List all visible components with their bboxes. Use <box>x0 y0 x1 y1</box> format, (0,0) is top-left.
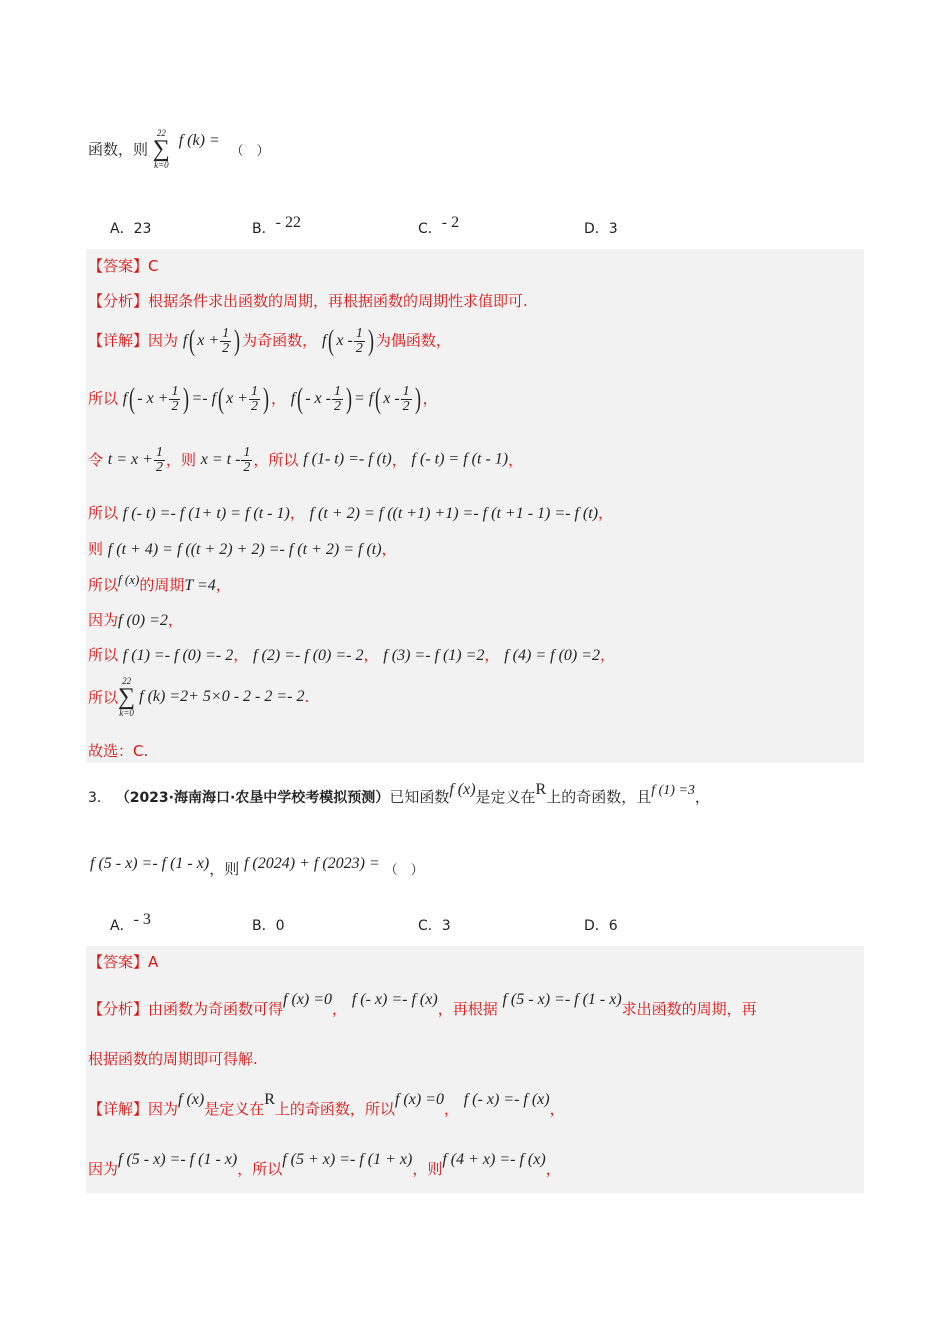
q2-stem-line <box>88 128 269 170</box>
q3-option-d[interactable]: D．6 <box>584 918 618 934</box>
q2-detail-line-7: 因为f (0) =2， <box>88 611 183 629</box>
q3-analysis-line-2: 根据函数的周期即可得解. <box>88 1050 258 1068</box>
q3-option-b[interactable]: B．0 <box>252 918 285 934</box>
q2-detail-line-2: 所以 f( - x + $\frac{1}{2}$ ) =- f( x + $\frac{1}{2}$ ) ， f( - x - $\frac{1}{2}$ ) = f( x - $\frac{1}{2}$ ) ， <box>88 382 438 415</box>
sum-symbol: 22 ∑ k=0 <box>152 128 170 170</box>
q2-detail-line-9: 所以 22 ∑ k=0 f (k) =2+ 5×0 - 2 - 2 =- 2. <box>88 676 310 718</box>
q2-detail-line-6: 所以f (x)的周期T =4， <box>88 572 231 594</box>
q2-sum-expr: f (k) = <box>178 132 220 149</box>
q2-option-c[interactable]: C．- 2 <box>418 214 460 237</box>
q2-blank: （ ） <box>230 143 270 159</box>
q3-blank: （ ） <box>384 863 424 878</box>
q2-option-b[interactable]: B．- 22 <box>252 214 301 237</box>
q3-option-c[interactable]: C．3 <box>418 918 451 934</box>
sum-symbol: 22 ∑ k=0 <box>118 676 136 718</box>
q2-detail-line-1: 【详解】因为 f( x + $\frac{1}{2}$ ) 为奇函数， f( x - $\frac{1}{2}$ ) 为偶函数， <box>88 324 451 357</box>
q3-stem-line-2: f (5 - x) =- f (1 - x)，则 f (2024) + f (2023) = （ ） <box>90 855 424 878</box>
q2-conclusion: 故选：C. <box>88 742 149 760</box>
q2-analysis: 【分析】根据条件求出函数的周期，再根据函数的周期性求值即可. <box>88 292 528 310</box>
q3-stem-line-1: 3． （2023·海南海口·农垦中学校考模拟预测）已知函数f (x)是定义在R上的奇函数，且f (1) =3， <box>88 781 710 806</box>
q3-analysis-line-1: 【分析】由函数为奇函数可得f (x) =0， f (- x) =- f (x)，再根据 f (5 - x) =- f (1 - x)求出函数的周期，再 <box>88 991 757 1018</box>
q2-stem-tail: 函数，则 <box>88 140 149 159</box>
q2-detail-line-3: 令 t = x + $\frac{1}{2}$ ，则 x = t - $\frac{1}{2}$ ，所以 f (1- t) =- f (t)， f (- t) = f (t - 1)， <box>88 445 524 475</box>
q2-option-d[interactable]: D．3 <box>584 221 618 237</box>
q3-detail-line-2: 因为f (5 - x) =- f (1 - x)，所以f (5 + x) =- f (1 + x)，则f (4 + x) =- f (x)， <box>88 1151 561 1178</box>
q3-option-a[interactable]: A．- 3 <box>110 911 151 934</box>
q2-detail-line-5: 则 f (t + 4) = f ((t + 2) + 2) =- f (t + 2) = f (t)， <box>88 540 397 558</box>
q2-option-a[interactable]: A．23 <box>110 221 152 237</box>
q2-detail-line-8: 所以 f (1) =- f (0) =- 2， f (2) =- f (0) =- 2， f (3) =- f (1) =2， f (4) = f (0) =2， <box>88 646 616 664</box>
q2-detail-line-4: 所以 f (- t) =- f (1+ t) = f (t - 1)， f (t + 2) = f ((t +1) +1) =- f (t +1 - 1) =- f (t)， <box>88 504 614 522</box>
q2-answer: 【答案】C <box>88 257 159 275</box>
q3-answer: 【答案】A <box>88 953 159 971</box>
q3-source: （2023·海南海口·农垦中学校考模拟预测） <box>115 790 390 806</box>
q3-detail-line-1: 【详解】因为f (x)是定义在R上的奇函数，所以f (x) =0， f (- x) =- f (x)， <box>88 1091 565 1118</box>
